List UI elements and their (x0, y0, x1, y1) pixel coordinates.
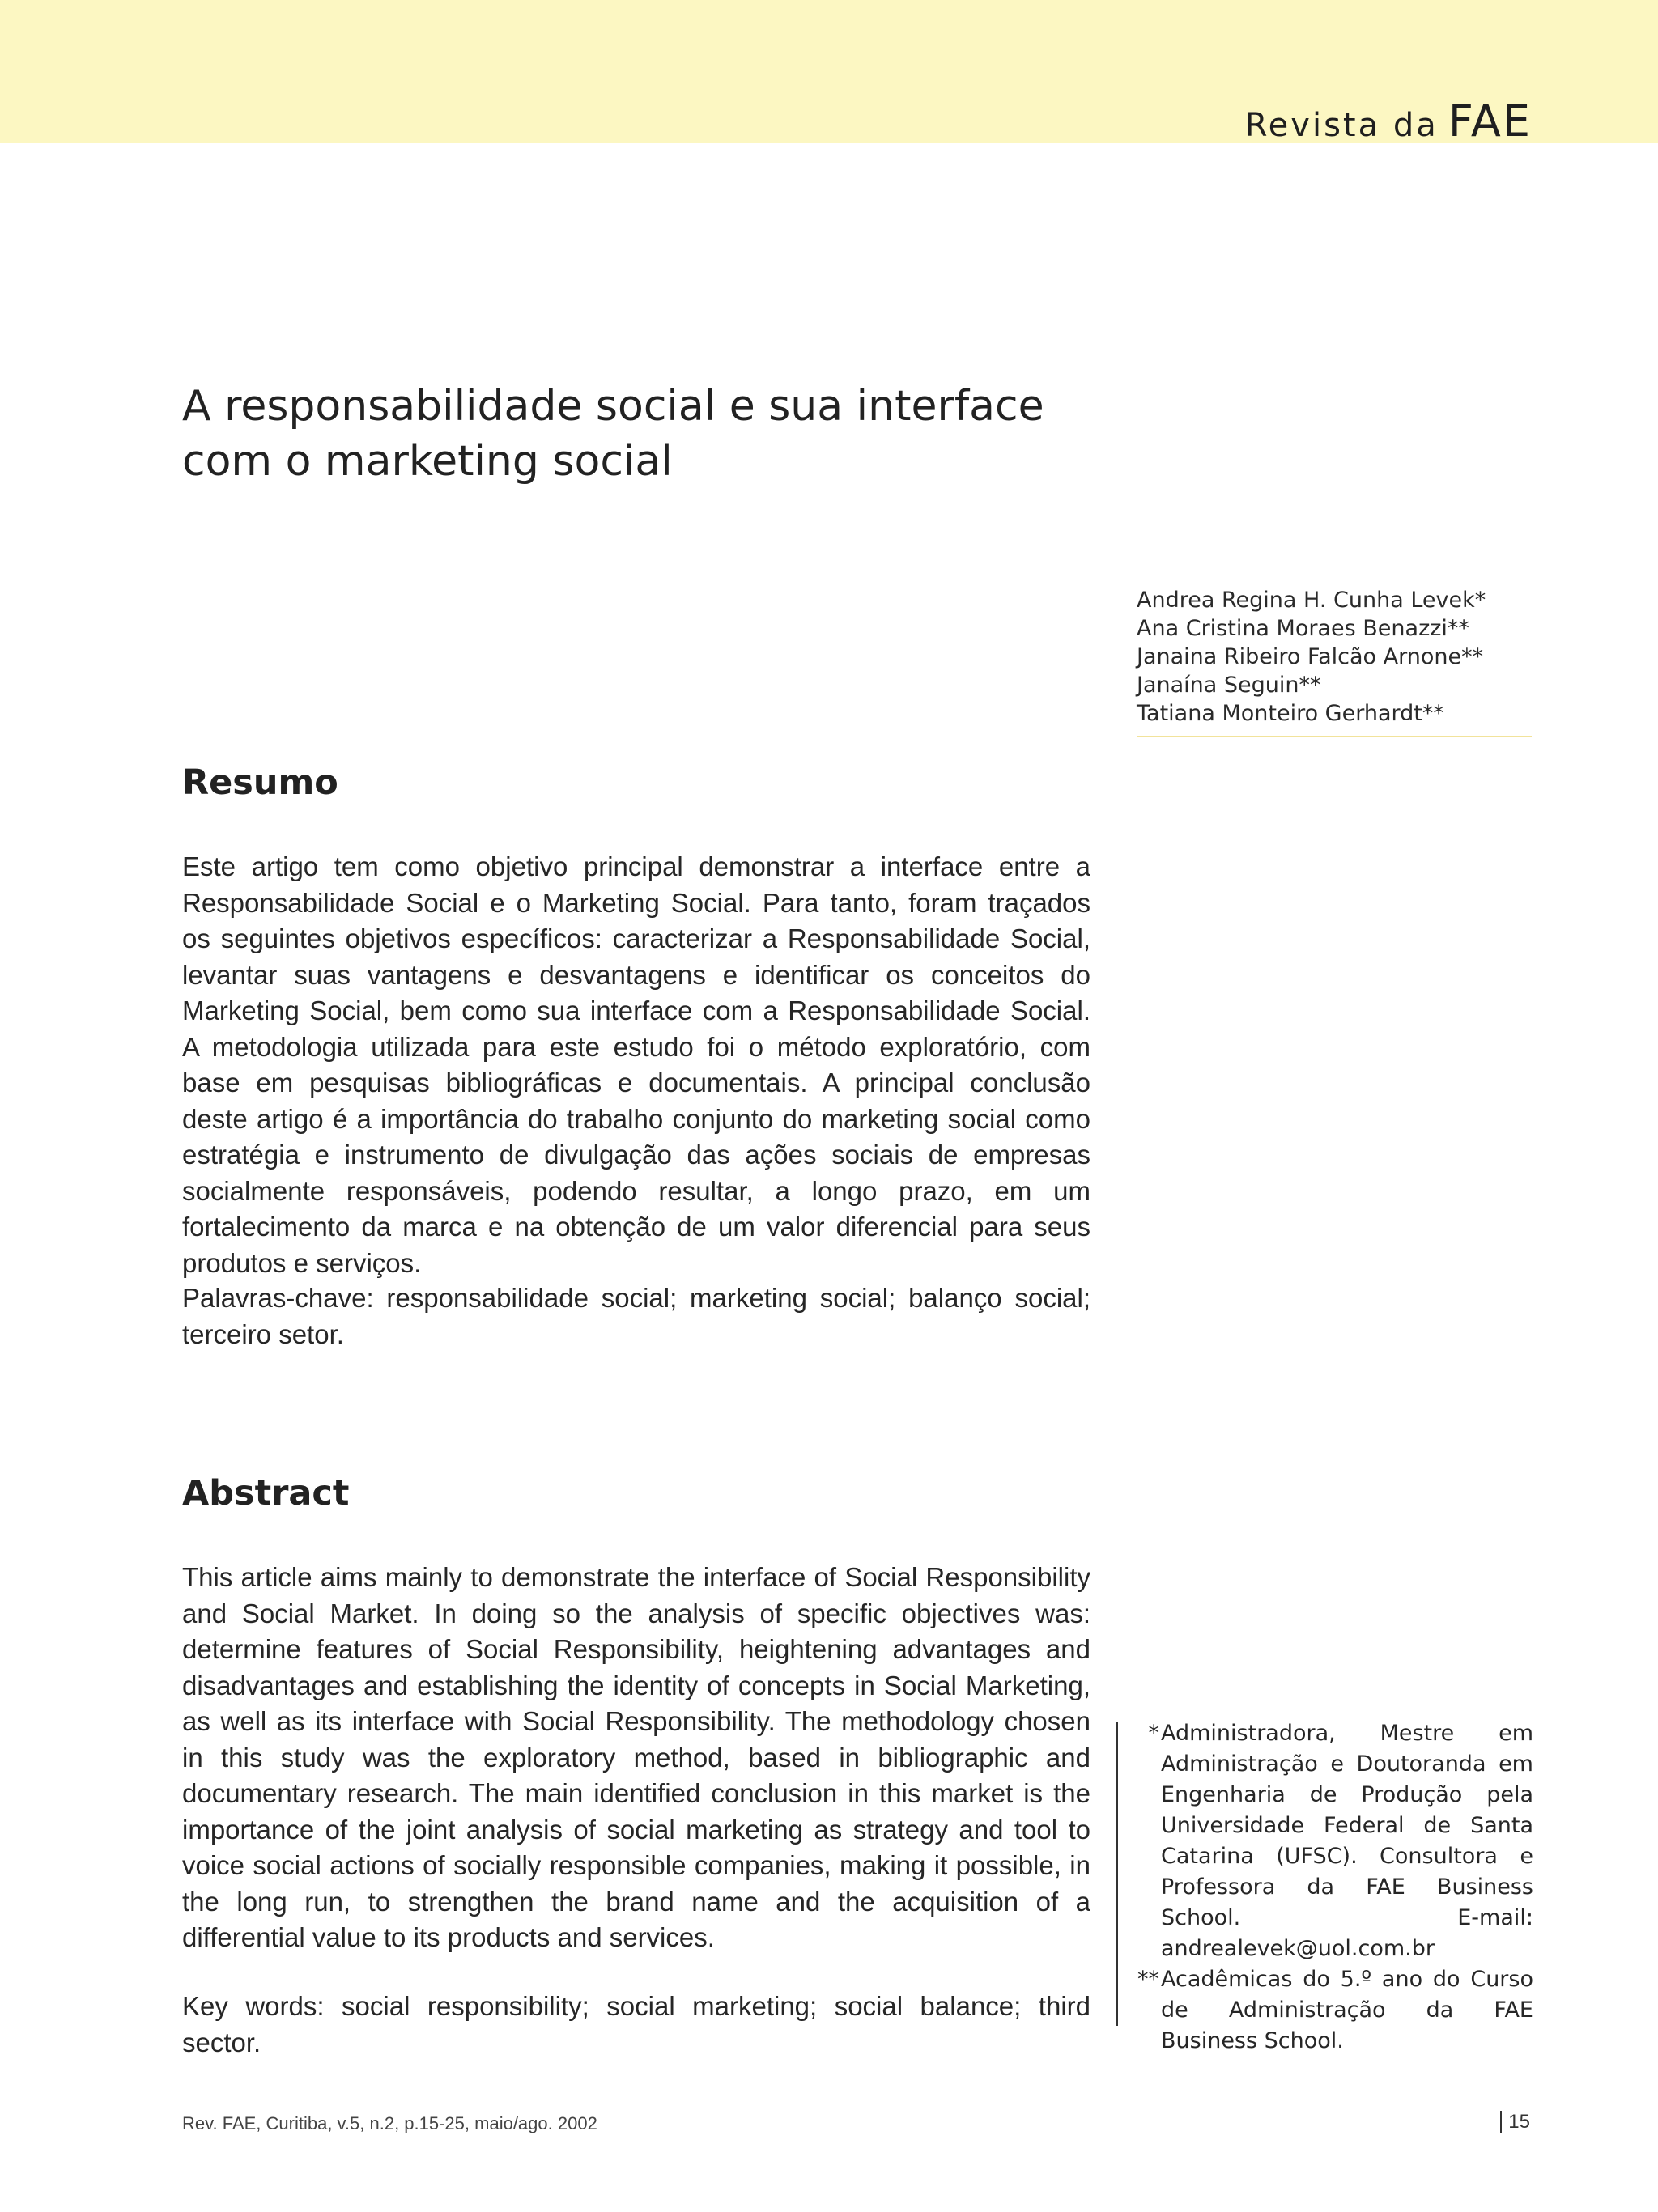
author-name: Ana Cristina Moraes Benazzi** (1137, 616, 1469, 641)
footnote-students (1133, 1964, 1533, 2057)
footer-citation: Rev. FAE, Curitiba, v.5, n.2, p.15-25, maio/ago. 2002 (182, 2113, 597, 2133)
resumo-text: Este artigo tem como objetivo principal demonstrar a interface entre a Responsabilidade Social e o Marketing Social. Para tanto, foram traçados os seguintes objetivos específicos: caracterizar a Responsabilidade Social, levantar suas vantagens e desvantagens e identificar os conceitos do Marketing Social, bem como sua interface com a Responsabilidade Social. A metodologia utilizada para este estudo foi o método exploratório, com base em pesquisas bibliográficas e documentais. A principal conclusão deste artigo é a importância do trabalho conjunto do marketing social como estratégia e instrumento de divulgação das ações sociais de empresas socialmente responsáveis, podendo resultar, a longo prazo, em um fortalecimento da marca e na obtenção de um valor diferencial para seus produtos e serviços. (182, 851, 1090, 1278)
journal-name-prefix: Revista da (1244, 107, 1439, 144)
author-list (1137, 586, 1532, 737)
footnote-author (1133, 1718, 1533, 1964)
abstract-keywords: Key words: social responsibility; social marketing; social balance; third sector. (182, 1991, 1090, 2057)
author-name: Andrea Regina H. Cunha Levek* (1137, 588, 1486, 613)
article-title (182, 379, 1113, 489)
author-name: Janaina Ribeiro Falcão Arnone** (1137, 644, 1484, 669)
article-title-line-2: com o marketing social (182, 437, 673, 486)
article-title-line-1: A responsabilidade social e sua interface (182, 382, 1044, 431)
resumo-heading: Resumo (182, 762, 338, 803)
journal-name-brand: FAE (1448, 96, 1532, 146)
footnote-divider (1116, 1722, 1118, 2026)
footnotes (1133, 1718, 1533, 2057)
footnote-text: Acadêmicas do 5.º ano do Curso de Administração da FAE Business School. (1161, 1967, 1533, 2053)
abstract-text: This article aims mainly to demonstrate the interface of Social Responsibility and Social Market. In doing so the analysis of specific objectives was: determine features of Social Responsibility, heightening advantages and disadvantages and establishing the identity of concepts in Social Marketing, as well as its interface with Social Responsibility. The methodology chosen in this study was the exploratory method, based in bibliographic and documentary research. The main identified conclusion in this market is the importance of the joint analysis of social marketing as strategy and tool to voice social actions of socially responsible companies, making it possible, in the long run, to strengthen the brand name and the acquisition of a differential value to its products and services. (182, 1562, 1090, 1952)
author-name: Tatiana Monteiro Gerhardt** (1137, 701, 1444, 726)
page-number: 15 (1500, 2111, 1530, 2133)
author-name: Janaína Seguin** (1137, 673, 1321, 698)
footnote-text: Administradora, Mestre em Administração e Doutoranda em Engenharia de Produção pela Universidade Federal de Santa Catarina (UFSC). Consultora e Professora da FAE Business School. E-mail: andrealevek@uol.com.br (1161, 1721, 1533, 1961)
resumo-keywords: Palavras-chave: responsabilidade social; marketing social; balanço social; terceiro setor. (182, 1283, 1090, 1349)
abstract-heading: Abstract (182, 1473, 350, 1514)
journal-name (1245, 96, 1532, 146)
footnote-mark: * (1148, 1721, 1159, 1746)
footnote-mark: ** (1137, 1967, 1159, 1992)
